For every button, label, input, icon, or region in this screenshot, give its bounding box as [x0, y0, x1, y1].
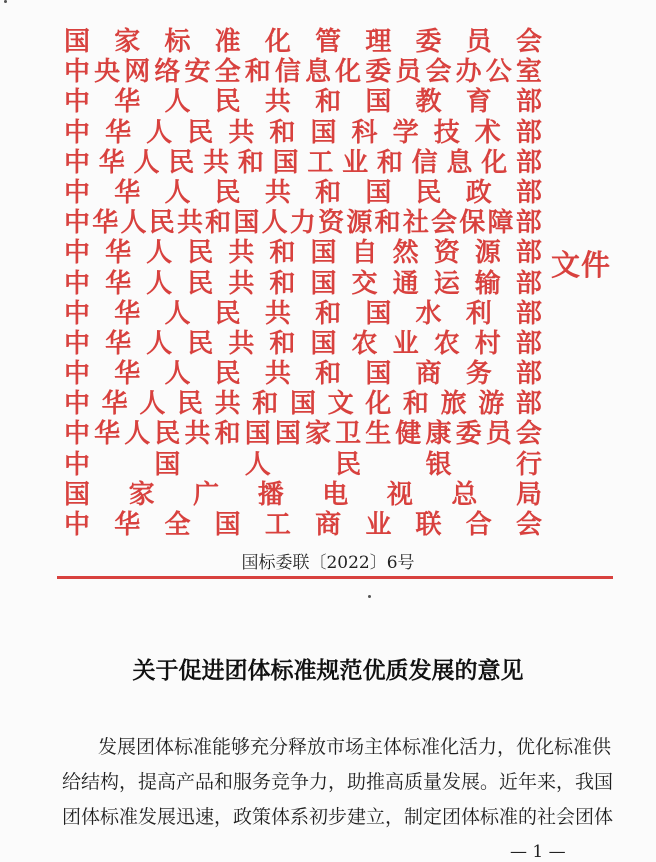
- body-line: 团体标准发展迅速，政策体系初步建立，制定团体标准的社会团体: [62, 806, 614, 828]
- issuer-char: 生: [365, 419, 392, 450]
- issuer-char: 局: [515, 479, 542, 510]
- issuer-char: 通: [392, 268, 419, 299]
- issuer-char: 华: [105, 117, 132, 148]
- issuer-char: 华: [98, 147, 125, 178]
- issuer-name: [64, 208, 542, 238]
- issuer-char: 民: [168, 147, 195, 178]
- issuer-char: 国: [233, 208, 260, 239]
- issuer-char: 中: [64, 328, 91, 359]
- issuer-char: 信: [274, 57, 301, 88]
- issuer-char: 资: [433, 238, 460, 269]
- issuer-char: 家: [114, 27, 141, 57]
- issuer-char: 共: [264, 87, 291, 118]
- issuer-char: 和: [269, 238, 296, 269]
- issuer-char: 息: [446, 147, 473, 178]
- issuer-char: 和: [237, 147, 264, 178]
- issuer-char: 国: [64, 27, 91, 57]
- body-line: 发展团体标准能够充分释放市场主体标准化活力，优化标准供: [98, 736, 612, 758]
- issuer-char: 然: [392, 238, 419, 269]
- issuer-char: 络: [154, 57, 181, 88]
- scan-speck: [4, 0, 7, 3]
- issuer-char: 部: [515, 359, 542, 390]
- issuer-char: 康: [425, 419, 452, 450]
- issuer-char: 民: [214, 87, 241, 118]
- issuer-char: 运: [433, 268, 460, 299]
- issuer-char: 共: [264, 298, 291, 329]
- issuer-char: 部: [515, 87, 542, 118]
- issuer-char: 交: [351, 268, 378, 299]
- issuer-char: 中: [64, 268, 91, 299]
- issuer-char: 民: [154, 419, 181, 450]
- issuer-char: 和: [205, 208, 232, 239]
- issuer-char: 商: [315, 510, 342, 540]
- issuer-char: 业: [365, 510, 392, 540]
- issuer-char: 播: [257, 479, 284, 510]
- issuer-char: 部: [515, 238, 542, 269]
- page-number: — 1 —: [510, 842, 566, 862]
- issuer-char: 全: [164, 510, 191, 540]
- issuer-char: 民: [214, 298, 241, 329]
- issuer-char: 和: [244, 57, 271, 88]
- body-line: 给结构，提高产品和服务竞争力，助推高质量发展。近年来，我国: [62, 771, 614, 793]
- document-title: 关于促进团体标准规范优质发展的意见: [132, 657, 524, 684]
- issuer-char: 人: [124, 419, 151, 450]
- issuer-char: 和: [376, 147, 403, 178]
- issuer-char: 化: [335, 57, 362, 88]
- issuer-char: 业: [392, 328, 419, 359]
- issuer-char: 科: [351, 117, 378, 148]
- issuer-char: 人: [120, 208, 147, 239]
- issuer-char: 人: [261, 208, 288, 239]
- issuer-char: 中: [64, 147, 91, 178]
- issuer-char: 国: [64, 479, 91, 510]
- issuer-char: 力: [289, 208, 316, 239]
- issuer-char: 村: [474, 328, 501, 359]
- issuer-char: 和: [252, 389, 279, 420]
- issuer-char: 广: [193, 479, 220, 510]
- issuer-name: [64, 87, 542, 117]
- issuer-char: 业: [342, 147, 369, 178]
- issuer-char: 信: [411, 147, 438, 178]
- issuer-char: 游: [478, 389, 505, 420]
- issuer-char: 民: [335, 449, 362, 480]
- issuer-char: 共: [228, 117, 255, 148]
- issuer-char: 部: [515, 177, 542, 208]
- issuer-char: 华: [114, 177, 141, 208]
- issuer-char: 人: [164, 298, 191, 329]
- red-separator-line: [57, 576, 613, 579]
- issuer-char: 网: [124, 57, 151, 88]
- issuer-name: [64, 510, 542, 540]
- issuer-char: 家: [305, 419, 332, 450]
- issuer-char: 民: [187, 238, 214, 269]
- issuer-char: 华: [114, 298, 141, 329]
- issuing-authorities-block: [64, 27, 542, 540]
- issuer-char: 和: [214, 419, 241, 450]
- issuer-char: 全: [214, 57, 241, 88]
- issuer-char: 保: [459, 208, 486, 239]
- issuer-char: 总: [451, 479, 478, 510]
- issuer-char: 国: [365, 177, 392, 208]
- issuer-char: 合: [465, 510, 492, 540]
- issuer-char: 技: [433, 117, 460, 148]
- issuer-char: 会: [515, 419, 542, 450]
- document-number: 国标委联〔2022〕6号: [241, 553, 415, 573]
- issuer-char: 会: [425, 57, 452, 88]
- issuer-char: 共: [203, 147, 230, 178]
- issuer-char: 中: [64, 177, 91, 208]
- issuer-name: [64, 480, 542, 510]
- issuer-char: 息: [305, 57, 332, 88]
- issuer-char: 会: [515, 510, 542, 540]
- issuer-char: 利: [465, 298, 492, 329]
- issuer-char: 电: [322, 479, 349, 510]
- issuer-char: 输: [474, 268, 501, 299]
- scan-speck: [368, 595, 371, 598]
- issuer-char: 人: [164, 177, 191, 208]
- issuer-char: 共: [184, 419, 211, 450]
- issuer-char: 中: [64, 449, 91, 480]
- issuer-char: 国: [365, 359, 392, 390]
- issuer-char: 华: [114, 510, 141, 540]
- issuer-char: 和: [269, 268, 296, 299]
- issuer-char: 育: [465, 87, 492, 118]
- issuer-name: [64, 419, 542, 449]
- issuer-char: 行: [515, 449, 542, 480]
- issuer-char: 部: [515, 147, 542, 178]
- issuer-char: 员: [465, 27, 492, 57]
- issuer-name: [64, 178, 542, 208]
- issuer-char: 共: [228, 268, 255, 299]
- issuer-char: 国: [365, 298, 392, 329]
- issuer-char: 共: [264, 177, 291, 208]
- issuer-char: 民: [187, 117, 214, 148]
- issuer-name: [64, 359, 542, 389]
- issuer-char: 共: [214, 389, 241, 420]
- issuer-char: 共: [228, 238, 255, 269]
- issuer-name: [64, 329, 542, 359]
- issuer-char: 华: [92, 208, 119, 239]
- issuer-char: 华: [114, 359, 141, 390]
- issuer-char: 工: [307, 147, 334, 178]
- issuer-char: 资: [318, 208, 345, 239]
- issuer-char: 公: [485, 57, 512, 88]
- issuer-char: 障: [487, 208, 514, 239]
- issuer-char: 国: [289, 389, 316, 420]
- issuer-char: 部: [515, 117, 542, 148]
- issuer-char: 中: [64, 117, 91, 148]
- issuer-char: 中: [64, 510, 91, 540]
- issuer-name: [64, 148, 542, 178]
- issuer-char: 国: [154, 449, 181, 480]
- issuer-char: 央: [94, 57, 121, 88]
- issuer-name: [64, 118, 542, 148]
- issuer-char: 源: [346, 208, 373, 239]
- issuer-char: 部: [515, 328, 542, 359]
- issuer-char: 教: [415, 87, 442, 118]
- issuer-char: 家: [128, 479, 155, 510]
- issuer-char: 商: [415, 359, 442, 390]
- issuer-char: 民: [148, 208, 175, 239]
- issuer-char: 旅: [440, 389, 467, 420]
- issuer-char: 人: [146, 238, 173, 269]
- issuer-char: 国: [365, 87, 392, 118]
- issuer-char: 人: [146, 328, 173, 359]
- issuer-char: 化: [481, 147, 508, 178]
- issuer-char: 安: [184, 57, 211, 88]
- issuer-char: 共: [176, 208, 203, 239]
- issuer-char: 和: [269, 117, 296, 148]
- issuer-char: 和: [315, 177, 342, 208]
- issuer-char: 中: [64, 298, 91, 329]
- issuer-char: 办: [455, 57, 482, 88]
- issuer-char: 人: [146, 117, 173, 148]
- issuer-char: 自: [351, 238, 378, 269]
- issuer-char: 文: [327, 389, 354, 420]
- issuer-char: 中: [64, 87, 91, 118]
- issuer-char: 农: [433, 328, 460, 359]
- issuer-char: 和: [269, 328, 296, 359]
- issuer-char: 和: [402, 389, 429, 420]
- issuer-char: 水: [415, 298, 442, 329]
- issuer-char: 国: [274, 419, 301, 450]
- issuer-char: 银: [425, 449, 452, 480]
- issuer-char: 国: [310, 117, 337, 148]
- issuer-name: [64, 450, 542, 480]
- issuer-char: 化: [365, 389, 392, 420]
- issuer-char: 健: [395, 419, 422, 450]
- issuer-char: 委: [455, 419, 482, 450]
- issuer-char: 视: [386, 479, 413, 510]
- issuer-char: 国: [244, 419, 271, 450]
- issuer-char: 和: [374, 208, 401, 239]
- issuer-char: 化: [264, 27, 291, 57]
- issuer-char: 工: [264, 510, 291, 540]
- issuer-char: 室: [515, 57, 542, 88]
- issuer-char: 国: [214, 510, 241, 540]
- issuer-char: 人: [164, 359, 191, 390]
- issuer-char: 民: [176, 389, 203, 420]
- issuer-char: 部: [515, 208, 542, 239]
- issuer-char: 员: [395, 57, 422, 88]
- issuer-char: 会: [431, 208, 458, 239]
- issuer-char: 务: [465, 359, 492, 390]
- issuer-char: 中: [64, 57, 91, 88]
- issuer-char: 民: [187, 268, 214, 299]
- document-suffix: 文件: [551, 248, 612, 282]
- issuer-char: 人: [146, 268, 173, 299]
- issuer-char: 会: [515, 27, 542, 57]
- issuer-char: 人: [139, 389, 166, 420]
- issuer-char: 华: [105, 268, 132, 299]
- issuer-name: [64, 389, 542, 419]
- issuer-char: 学: [392, 117, 419, 148]
- issuer-char: 政: [465, 177, 492, 208]
- issuer-char: 国: [272, 147, 299, 178]
- issuer-char: 民: [187, 328, 214, 359]
- issuer-name: [64, 27, 542, 57]
- issuer-char: 共: [228, 328, 255, 359]
- issuer-char: 人: [164, 87, 191, 118]
- issuer-char: 和: [315, 298, 342, 329]
- issuer-char: 华: [105, 238, 132, 269]
- issuer-char: 中: [64, 238, 91, 269]
- issuer-char: 联: [415, 510, 442, 540]
- issuer-char: 准: [214, 27, 241, 57]
- issuer-char: 中: [64, 359, 91, 390]
- issuer-char: 民: [415, 177, 442, 208]
- issuer-char: 委: [365, 57, 392, 88]
- issuer-char: 社: [402, 208, 429, 239]
- issuer-char: 理: [365, 27, 392, 57]
- issuer-char: 中: [64, 419, 91, 450]
- issuer-char: 术: [474, 117, 501, 148]
- issuer-name: [64, 299, 542, 329]
- issuer-char: 民: [214, 359, 241, 390]
- issuer-char: 标: [164, 27, 191, 57]
- issuer-char: 部: [515, 268, 542, 299]
- issuer-char: 人: [133, 147, 160, 178]
- issuer-char: 员: [485, 419, 512, 450]
- issuer-char: 部: [515, 298, 542, 329]
- issuer-char: 和: [315, 359, 342, 390]
- issuer-char: 卫: [335, 419, 362, 450]
- issuer-char: 华: [94, 419, 121, 450]
- issuer-char: 管: [315, 27, 342, 57]
- issuer-char: 国: [310, 238, 337, 269]
- issuer-char: 委: [415, 27, 442, 57]
- issuer-char: 农: [351, 328, 378, 359]
- issuer-char: 中: [64, 389, 91, 420]
- issuer-char: 民: [214, 177, 241, 208]
- issuer-char: 国: [310, 328, 337, 359]
- issuer-char: 人: [244, 449, 271, 480]
- issuer-char: 华: [105, 328, 132, 359]
- issuer-char: 共: [264, 359, 291, 390]
- issuer-char: 华: [101, 389, 128, 420]
- issuer-name: [64, 238, 542, 268]
- issuer-char: 中: [64, 208, 91, 239]
- issuer-char: 华: [114, 87, 141, 118]
- issuer-char: 部: [515, 389, 542, 420]
- issuer-name: [64, 57, 542, 87]
- issuer-name: [64, 269, 542, 299]
- issuer-char: 国: [310, 268, 337, 299]
- issuer-char: 和: [315, 87, 342, 118]
- issuer-char: 源: [474, 238, 501, 269]
